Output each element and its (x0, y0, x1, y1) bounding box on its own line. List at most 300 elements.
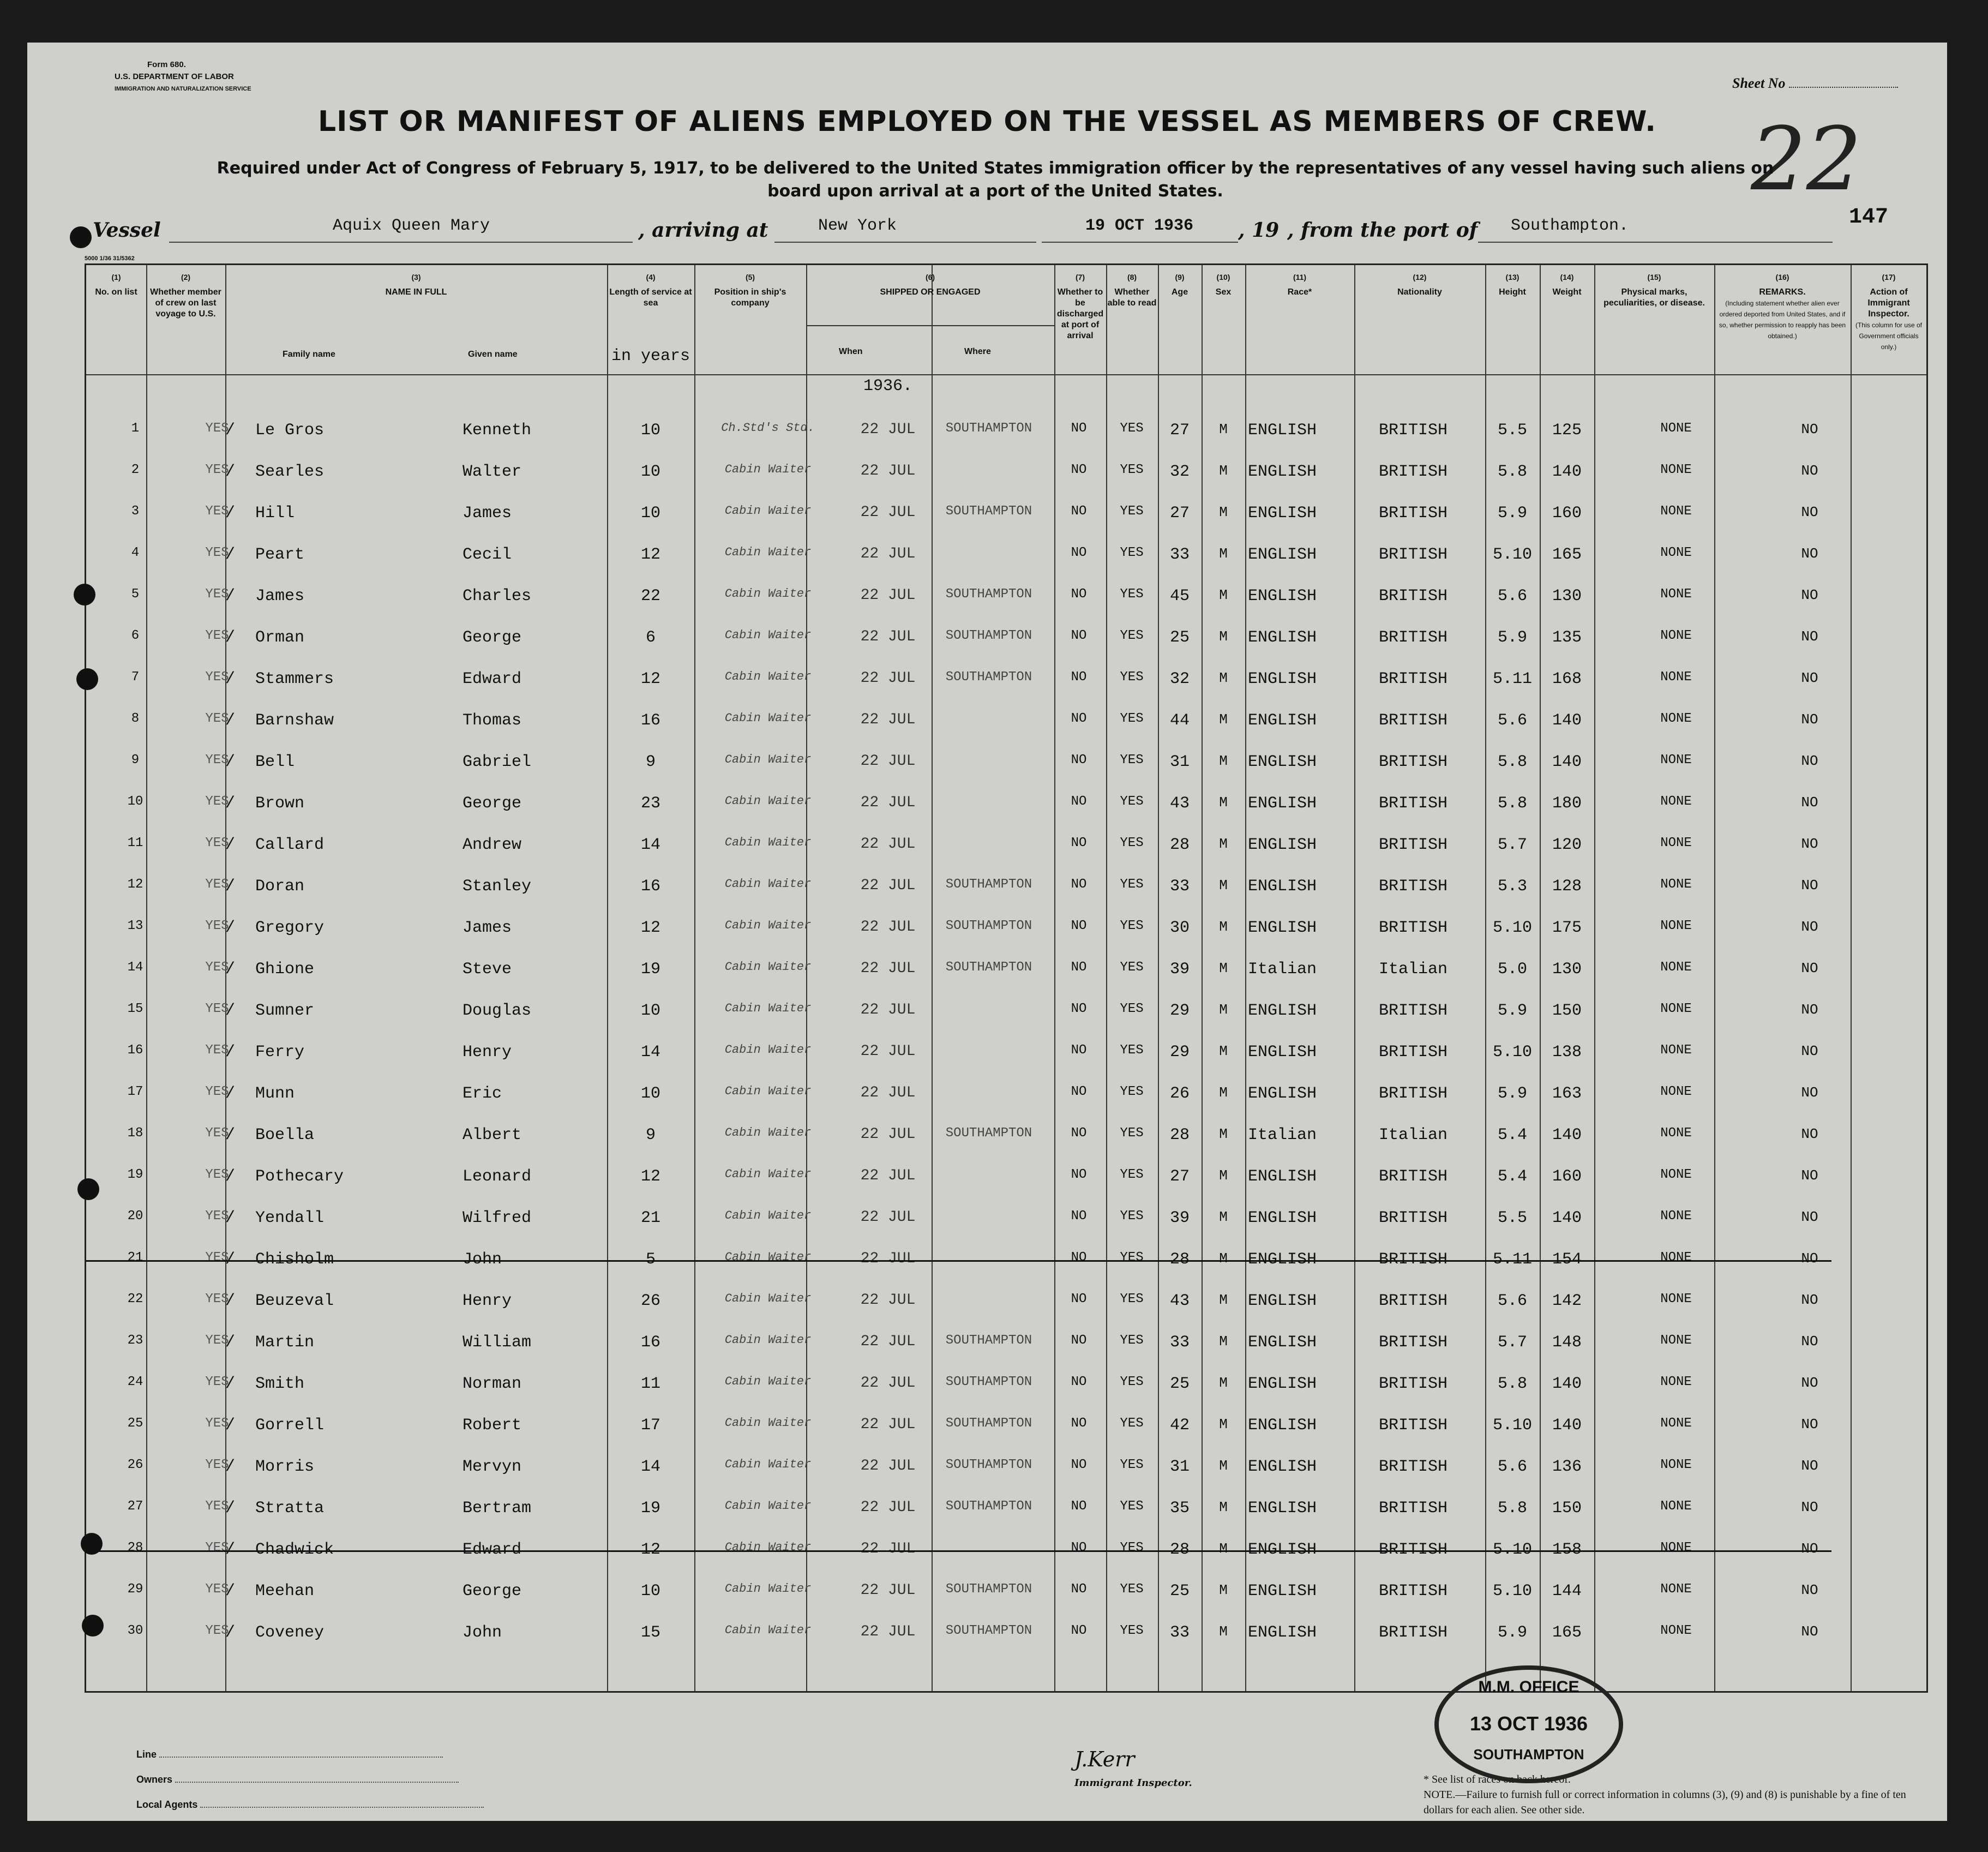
cell-when: 22 JUL (860, 670, 916, 687)
cell-length: 14 (640, 836, 660, 854)
cell-when: 22 JUL (860, 1416, 916, 1433)
table-row (86, 454, 1926, 495)
cell-when: 22 JUL (860, 919, 916, 936)
cell-remarks: NO (1801, 1250, 1818, 1267)
cell-nationality: BRITISH (1379, 421, 1448, 440)
cell-sex: M (1219, 670, 1228, 686)
cell-discharged: NO (1071, 1250, 1087, 1265)
cell-read: YES (1120, 1623, 1144, 1638)
cell-discharged: NO (1071, 877, 1087, 892)
cell-when: 22 JUL (860, 1375, 916, 1392)
cell-where: SOUTHAMPTON (945, 1582, 1032, 1597)
cell-nationality: BRITISH (1379, 836, 1448, 854)
cell-weight: 150 (1552, 1002, 1582, 1020)
header-position: (5) Position in ship's company (714, 273, 786, 308)
cell-remarks: NO (1801, 1499, 1818, 1515)
cell-no: 7 (131, 670, 140, 685)
cell-given: Steve (463, 960, 512, 979)
sheet-number-label: Sheet No (1732, 75, 1786, 91)
cell-age: 44 (1169, 711, 1190, 730)
cell-height: 5.10 (1492, 1541, 1532, 1559)
cell-length: 19 (640, 1499, 660, 1518)
check-mark-icon: / (225, 1292, 236, 1310)
cell-nationality: BRITISH (1379, 711, 1448, 730)
cell-age: 28 (1169, 1250, 1190, 1269)
cell-age: 28 (1169, 1541, 1190, 1559)
handwritten-sheet-number: 22 (1751, 108, 1862, 210)
cell-no: 28 (127, 1541, 143, 1555)
punch-hole (77, 1178, 99, 1200)
department-name: U.S. DEPARTMENT OF LABOR (115, 72, 234, 81)
cell-family: Ferry (255, 1043, 305, 1062)
header-sex: (10) Sex (1215, 273, 1232, 297)
cell-crew: YES (205, 1292, 229, 1306)
cell-where: SOUTHAMPTON (945, 1333, 1032, 1348)
cell-position: Cabin Waiter (724, 960, 812, 974)
cell-race: ENGLISH (1248, 753, 1317, 771)
cell-position: Cabin Waiter (724, 504, 812, 518)
cell-physical: NONE (1660, 753, 1692, 768)
cell-nationality: BRITISH (1379, 1623, 1448, 1642)
cell-remarks: NO (1801, 1582, 1818, 1598)
cell-nationality: BRITISH (1379, 1375, 1448, 1393)
cell-when: 22 JUL (860, 1002, 916, 1018)
cell-weight: 140 (1552, 1126, 1582, 1144)
cell-discharged: NO (1071, 1167, 1087, 1182)
cell-position: Cabin Waiter (724, 1499, 812, 1513)
cell-family: Coveney (255, 1623, 325, 1642)
cell-family: Peart (255, 546, 305, 564)
cell-height: 5.10 (1492, 919, 1532, 937)
cell-family: Stratta (255, 1499, 325, 1518)
cell-crew: YES (205, 711, 229, 726)
cell-length: 16 (640, 1333, 660, 1352)
cell-nationality: BRITISH (1379, 1002, 1448, 1020)
cell-race: ENGLISH (1248, 1250, 1317, 1269)
cell-crew: YES (205, 463, 229, 477)
cell-sex: M (1219, 546, 1228, 562)
cell-crew: YES (205, 587, 229, 602)
cell-no: 8 (131, 711, 140, 726)
cell-position: Cabin Waiter (724, 711, 812, 725)
cell-given: Cecil (463, 546, 512, 564)
cell-physical: NONE (1660, 628, 1692, 643)
cell-family: Sumner (255, 1002, 315, 1020)
cell-remarks: NO (1801, 587, 1818, 603)
cell-physical: NONE (1660, 587, 1692, 602)
cell-given: Albert (463, 1126, 522, 1144)
header-remarks: (16) REMARKS. (Including statement whether alien ever ordered deported from United States, and if so, whether permission to reapply has been obtained.) (1719, 273, 1846, 340)
table-row (86, 993, 1926, 1034)
cell-sex: M (1219, 1167, 1228, 1184)
cell-position: Cabin Waiter (724, 794, 812, 808)
cell-sex: M (1219, 1002, 1228, 1018)
cell-race: ENGLISH (1248, 1541, 1317, 1559)
cell-weight: 142 (1552, 1292, 1582, 1310)
cell-sex: M (1219, 587, 1228, 603)
cell-discharged: NO (1071, 1084, 1087, 1099)
cell-physical: NONE (1660, 1416, 1692, 1431)
cell-crew: YES (205, 421, 229, 436)
cell-given: Walter (463, 463, 522, 481)
table-row (86, 910, 1926, 951)
cell-sex: M (1219, 919, 1228, 935)
cell-family: Yendall (255, 1209, 325, 1227)
cell-discharged: NO (1071, 836, 1087, 850)
cell-when: 22 JUL (860, 1458, 916, 1475)
cell-when: 22 JUL (860, 1541, 916, 1557)
table-row (86, 495, 1926, 536)
inspector-signature: J.Kerr (1074, 1747, 1135, 1771)
cell-sex: M (1219, 960, 1228, 976)
cell-position: Cabin Waiter (724, 919, 812, 932)
cell-height: 5.0 (1497, 960, 1527, 979)
table-row (86, 1159, 1926, 1200)
cell-when: 22 JUL (860, 1292, 916, 1309)
cell-when: 22 JUL (860, 1582, 916, 1599)
table-row (86, 786, 1926, 826)
cell-no: 6 (131, 628, 140, 643)
cell-no: 4 (131, 546, 140, 560)
cell-no: 14 (127, 960, 143, 975)
cell-weight: 125 (1552, 421, 1582, 440)
table-row (86, 1076, 1926, 1117)
check-mark-icon: / (225, 1126, 236, 1144)
cell-discharged: NO (1071, 587, 1087, 602)
cell-physical: NONE (1660, 421, 1692, 436)
cell-position: Cabin Waiter (724, 1002, 812, 1015)
cell-weight: 158 (1552, 1541, 1582, 1559)
punch-hole (81, 1533, 103, 1555)
cell-read: YES (1120, 1333, 1144, 1348)
cell-weight: 140 (1552, 711, 1582, 730)
cell-given: James (463, 919, 512, 937)
cell-physical: NONE (1660, 1250, 1692, 1265)
cell-read: YES (1120, 504, 1144, 519)
cell-height: 5.10 (1492, 1043, 1532, 1062)
cell-remarks: NO (1801, 1126, 1818, 1142)
cell-no: 23 (127, 1333, 143, 1348)
cell-discharged: NO (1071, 794, 1087, 809)
cell-sex: M (1219, 1209, 1228, 1225)
cell-position: Cabin Waiter (724, 670, 812, 684)
cell-given: Gabriel (463, 753, 532, 771)
cell-physical: NONE (1660, 1167, 1692, 1182)
header-discharged: (7) Whether to be discharged at port of arrival (1056, 273, 1104, 340)
check-mark-icon: / (225, 711, 236, 730)
cell-sex: M (1219, 1623, 1228, 1640)
header-inspector-action: (17) Action of Immigrant Inspector. (This column for use of Government officials only.) (1855, 273, 1923, 351)
cell-when: 22 JUL (860, 794, 916, 811)
cell-crew: YES (205, 1623, 229, 1638)
cell-age: 43 (1169, 794, 1190, 813)
cell-weight: 136 (1552, 1458, 1582, 1476)
punch-hole (74, 584, 95, 606)
cell-length: 19 (640, 960, 660, 979)
cell-race: ENGLISH (1248, 836, 1317, 854)
cell-family: Orman (255, 628, 305, 647)
check-mark-icon: / (225, 670, 236, 688)
cell-age: 32 (1169, 670, 1190, 688)
cell-given: Wilfred (463, 1209, 532, 1227)
cell-sex: M (1219, 1126, 1228, 1142)
cell-race: ENGLISH (1248, 1582, 1317, 1601)
cell-height: 5.3 (1497, 877, 1527, 896)
cell-weight: 160 (1552, 504, 1582, 523)
cell-age: 28 (1169, 836, 1190, 854)
cell-discharged: NO (1071, 1582, 1087, 1597)
cell-when: 22 JUL (860, 960, 916, 977)
cell-height: 5.6 (1497, 587, 1527, 606)
crew-table (85, 263, 1928, 1693)
table-row (86, 1490, 1926, 1531)
cell-family: Stammers (255, 670, 334, 688)
cell-height: 5.8 (1497, 794, 1527, 813)
cell-discharged: NO (1071, 1458, 1087, 1472)
cell-given: Andrew (463, 836, 522, 854)
cell-sex: M (1219, 1416, 1228, 1433)
cell-age: 32 (1169, 463, 1190, 481)
agents-label: Local Agents (136, 1799, 198, 1810)
cell-nationality: BRITISH (1379, 587, 1448, 606)
cell-family: Martin (255, 1333, 315, 1352)
check-mark-icon: / (225, 794, 236, 813)
cell-when: 22 JUL (860, 628, 916, 645)
cell-discharged: NO (1071, 504, 1087, 519)
cell-remarks: NO (1801, 1084, 1818, 1101)
cell-nationality: BRITISH (1379, 670, 1448, 688)
owners-label: Owners (136, 1774, 173, 1785)
cell-remarks: NO (1801, 1623, 1818, 1640)
header-able-to-read: (8) Whether able to read (1107, 273, 1157, 308)
cell-age: 31 (1169, 753, 1190, 771)
check-mark-icon: / (225, 1167, 236, 1186)
cell-given: John (463, 1250, 502, 1269)
cell-remarks: NO (1801, 794, 1818, 811)
cell-crew: YES (205, 1126, 229, 1141)
footnote-penalty: NOTE.—Failure to furnish full or correct information in columns (3), (9) and (8) is punishable by a fine of ten dollars for each alien. See other side. (1424, 1789, 1906, 1816)
cell-crew: YES (205, 1167, 229, 1182)
cell-position: Cabin Waiter (724, 1416, 812, 1430)
header-length-of-service: (4) Length of service at sea (609, 273, 692, 308)
cell-crew: YES (205, 794, 229, 809)
cell-weight: 154 (1552, 1250, 1582, 1269)
from-label: , from the port of (1287, 219, 1478, 242)
cell-race: ENGLISH (1248, 1209, 1317, 1227)
cell-race: ENGLISH (1248, 1333, 1317, 1352)
strike-through-line (86, 1260, 1831, 1262)
departure-port: Southampton. (1511, 217, 1629, 235)
cell-discharged: NO (1071, 1623, 1087, 1638)
cell-race: ENGLISH (1248, 919, 1317, 937)
cell-nationality: BRITISH (1379, 1167, 1448, 1186)
cell-weight: 120 (1552, 836, 1582, 854)
cell-when: 22 JUL (860, 877, 916, 894)
cell-length: 10 (640, 1084, 660, 1103)
table-row (86, 1449, 1926, 1490)
cell-where: SOUTHAMPTON (945, 504, 1032, 519)
page-number: 147 (1849, 205, 1889, 230)
cell-nationality: BRITISH (1379, 546, 1448, 564)
cell-read: YES (1120, 670, 1144, 685)
cell-crew: YES (205, 1541, 229, 1555)
cell-when: 22 JUL (860, 546, 916, 562)
cell-height: 5.6 (1497, 1292, 1527, 1310)
cell-crew: YES (205, 1499, 229, 1514)
cell-remarks: NO (1801, 836, 1818, 852)
cell-length: 12 (640, 919, 660, 937)
cell-discharged: NO (1071, 1292, 1087, 1306)
cell-where: SOUTHAMPTON (945, 1126, 1032, 1141)
table-row (86, 1615, 1926, 1656)
cell-remarks: NO (1801, 753, 1818, 769)
cell-given: Thomas (463, 711, 522, 730)
cell-weight: 175 (1552, 919, 1582, 937)
cell-no: 26 (127, 1458, 143, 1472)
check-mark-icon: / (225, 1084, 236, 1103)
cell-physical: NONE (1660, 1126, 1692, 1141)
cell-discharged: NO (1071, 1209, 1087, 1224)
print-code: 5000 1/36 31/5362 (85, 255, 135, 262)
cell-age: 33 (1169, 546, 1190, 564)
cell-read: YES (1120, 1002, 1144, 1016)
cell-remarks: NO (1801, 1209, 1818, 1225)
cell-sex: M (1219, 836, 1228, 852)
cell-nationality: BRITISH (1379, 1333, 1448, 1352)
cell-height: 5.11 (1492, 670, 1532, 688)
cell-position: Cabin Waiter (724, 1582, 812, 1596)
cell-position: Cabin Waiter (724, 546, 812, 559)
arrival-date: 19 OCT 1936 (1085, 217, 1194, 235)
cell-family: Meehan (255, 1582, 315, 1601)
cell-crew: YES (205, 753, 229, 768)
table-row (86, 412, 1926, 453)
cell-family: Ghione (255, 960, 315, 979)
cell-crew: YES (205, 1333, 229, 1348)
cell-height: 5.5 (1497, 1209, 1527, 1227)
cell-no: 10 (127, 794, 143, 809)
table-row (86, 1324, 1926, 1365)
cell-sex: M (1219, 877, 1228, 894)
cell-nationality: BRITISH (1379, 463, 1448, 481)
cell-physical: NONE (1660, 919, 1692, 933)
cell-remarks: NO (1801, 711, 1818, 728)
cell-position: Cabin Waiter (724, 1043, 812, 1057)
cell-family: James (255, 587, 305, 606)
cell-nationality: BRITISH (1379, 628, 1448, 647)
table-row (86, 537, 1926, 578)
cell-physical: NONE (1660, 546, 1692, 560)
cell-race: ENGLISH (1248, 1043, 1317, 1062)
cell-physical: NONE (1660, 504, 1692, 519)
cell-race: ENGLISH (1248, 670, 1317, 688)
header-given-name: Given name (468, 350, 518, 359)
cell-given: George (463, 1582, 522, 1601)
header-where: Where (964, 347, 991, 356)
cell-given: Henry (463, 1043, 512, 1062)
cell-nationality: BRITISH (1379, 753, 1448, 771)
cell-crew: YES (205, 670, 229, 685)
check-mark-icon: / (225, 1250, 236, 1269)
header-no-on-list: (1) No. on list (95, 273, 137, 297)
cell-where: SOUTHAMPTON (945, 960, 1032, 975)
cell-length: 9 (645, 753, 656, 771)
cell-where: SOUTHAMPTON (945, 1458, 1032, 1472)
cell-position: Cabin Waiter (724, 836, 812, 849)
cell-remarks: NO (1801, 1458, 1818, 1474)
check-mark-icon: / (225, 960, 236, 979)
cell-discharged: NO (1071, 463, 1087, 477)
cell-given: Norman (463, 1375, 522, 1393)
cell-age: 27 (1169, 421, 1190, 440)
header-physical-marks: (15) Physical marks, peculiarities, or disease. (1603, 273, 1705, 308)
cell-given: Leonard (463, 1167, 532, 1186)
cell-read: YES (1120, 794, 1144, 809)
cell-read: YES (1120, 711, 1144, 726)
cell-height: 5.9 (1497, 1623, 1527, 1642)
cell-discharged: NO (1071, 1126, 1087, 1141)
cell-when: 22 JUL (860, 1333, 916, 1350)
cell-height: 5.10 (1492, 546, 1532, 564)
cell-age: 33 (1169, 1333, 1190, 1352)
cell-sex: M (1219, 421, 1228, 437)
table-row (86, 1034, 1926, 1075)
check-mark-icon: / (225, 1458, 236, 1476)
cell-crew: YES (205, 1416, 229, 1431)
table-row (86, 1407, 1926, 1448)
cell-sex: M (1219, 1541, 1228, 1557)
cell-race: Italian (1248, 1126, 1317, 1144)
cell-family: Pothecary (255, 1167, 344, 1186)
voyage-line (93, 214, 1773, 253)
cell-age: 25 (1169, 1582, 1190, 1601)
cell-weight: 165 (1552, 1623, 1582, 1642)
cell-given: Henry (463, 1292, 512, 1310)
cell-nationality: BRITISH (1379, 1499, 1448, 1518)
header-when: When (839, 347, 863, 356)
form-number: Form 680. (147, 60, 186, 69)
cell-no: 16 (127, 1043, 143, 1058)
cell-length: 10 (640, 1002, 660, 1020)
cell-family: Searles (255, 463, 325, 481)
cell-discharged: NO (1071, 919, 1087, 933)
cell-discharged: NO (1071, 1333, 1087, 1348)
cell-sex: M (1219, 1375, 1228, 1391)
cell-remarks: NO (1801, 1002, 1818, 1018)
header-height: (13) Height (1499, 273, 1526, 297)
cell-sex: M (1219, 1458, 1228, 1474)
cell-read: YES (1120, 877, 1144, 892)
cell-race: ENGLISH (1248, 463, 1317, 481)
cell-age: 39 (1169, 1209, 1190, 1227)
cell-no: 17 (127, 1084, 143, 1099)
cell-race: ENGLISH (1248, 421, 1317, 440)
cell-length: 12 (640, 546, 660, 564)
cell-where: SOUTHAMPTON (945, 919, 1032, 933)
cell-when: 22 JUL (860, 753, 916, 770)
cell-physical: NONE (1660, 1209, 1692, 1224)
table-row (86, 827, 1926, 868)
header-family-name: Family name (283, 350, 335, 359)
table-row (86, 1532, 1926, 1573)
cell-physical: NONE (1660, 711, 1692, 726)
cell-length: 12 (640, 1541, 660, 1559)
cell-discharged: NO (1071, 1043, 1087, 1058)
cell-position: Cabin Waiter (724, 463, 812, 476)
cell-race: ENGLISH (1248, 711, 1317, 730)
cell-nationality: BRITISH (1379, 919, 1448, 937)
check-mark-icon: / (225, 919, 236, 937)
